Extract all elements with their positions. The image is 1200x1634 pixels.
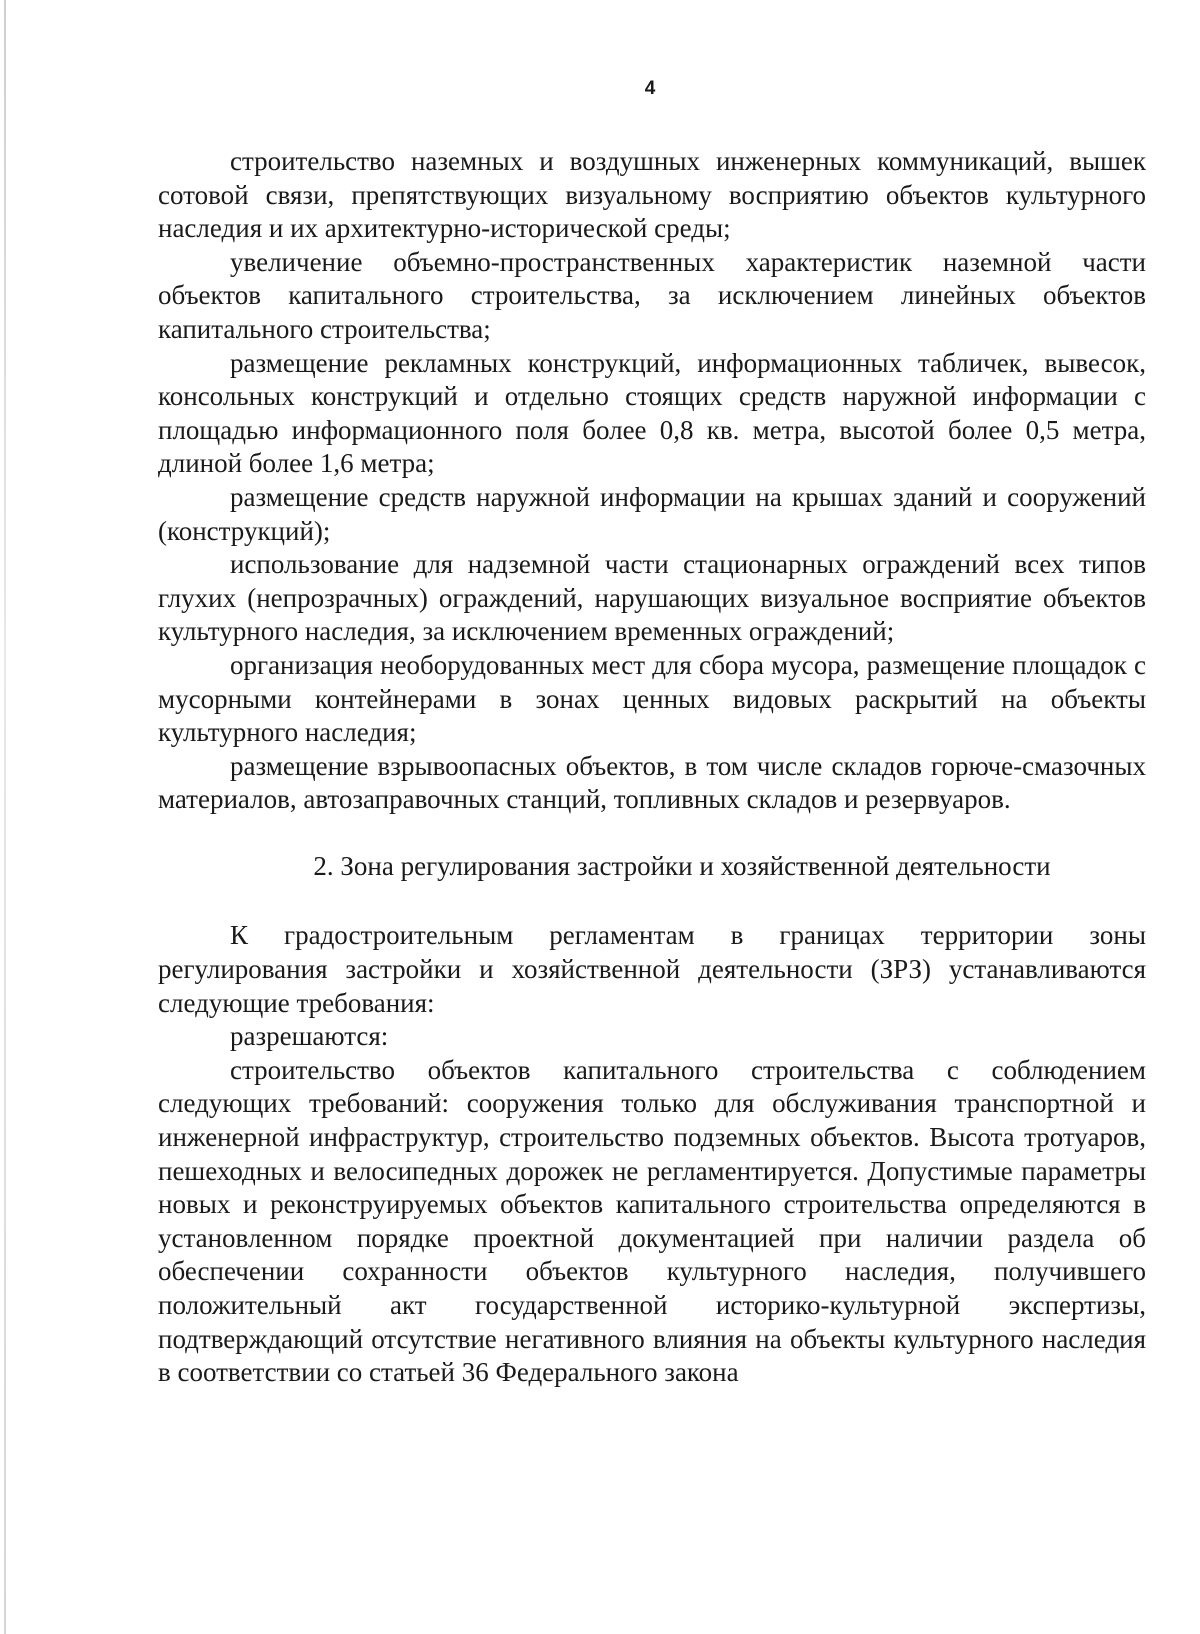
scan-edge [4,0,6,1634]
restriction-item-5: использование для надземной части стационарных ограждений всех типов глухих (непрозрачных) ограждений, нарушающих визуальное восприятие объектов культурного наследия, за исключением временных ограждений; [158,549,1146,647]
section-heading: 2. Зона регулирования застройки и хозяйственной деятельности [313,850,1051,881]
zone-intro-paragraph: К градостроительным регламентам в границах территории зоны регулирования застройки и хозяйственной деятельности (ЗРЗ) устанавливаются следующие требования: [158,920,1146,1018]
restriction-item-2: увеличение объемно-пространственных характеристик наземной части объектов капитального строительства, за исключением линейных объектов капитального строительства; [158,246,1146,344]
spacer [158,817,1146,850]
restriction-item-1: строительство наземных и воздушных инженерных коммуникаций, вышек сотовой связи, препятствующих визуальному восприятию объектов культурного наследия и их архитектурно-исторической среды; [158,146,1146,244]
document-body [158,145,1146,1390]
restriction-item-6: организация необорудованных мест для сбора мусора, размещение площадок с мусорными контейнерами в зонах ценных видовых раскрытий на объекты культурного наследия; [158,649,1146,748]
construction-requirements-paragraph: строительство объектов капитального строительства с соблюдением следующих требований: сооружения только для обслуживания транспортной и инженерной инфраструктур, строительство подземных объектов. Высота тротуаров, пешеходных и велосипедных дорожек не регламентируется. Допустимые параметры новых и реконструируемых объектов капитального строительства определяются в установленном порядке проектной документацией при наличии раздела об обеспечении сохранности объектов культурного наследия, получившего положительный акт государственной историко-культурной экспертизы, подтверждающий отсутствие негативного влияния на объекты культурного наследия в соответствии со статьей 36 Федерального закона [158,1054,1146,1388]
page-number: 4 [644,78,656,99]
allowed-label: разрешаются: [230,1021,389,1052]
restriction-item-4: размещение средств наружной информации на крышах зданий и сооружений (конструкций); [158,481,1146,546]
restriction-item-7: размещение взрывоопасных объектов, в том числе складов горюче-смазочных материалов, автозаправочных станций, топливных складов и резервуаров. [158,750,1146,815]
restriction-item-3: размещение рекламных конструкций, информационных табличек, вывесок, консольных конструкций и отдельно стоящих средств наружной информации с площадью информационного поля более 0,8 кв. метра, высотой более 0,5 метра, длиной более 1,6 метра; [158,347,1146,479]
spacer [158,883,1146,919]
